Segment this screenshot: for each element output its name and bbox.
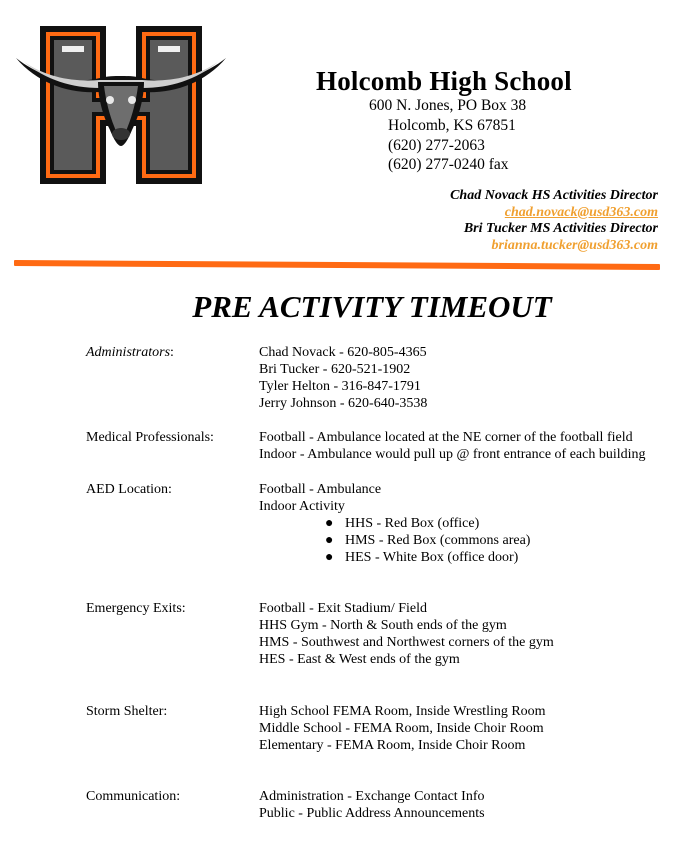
section-label: Storm Shelter: bbox=[86, 704, 168, 719]
list-item: Public - Public Address Announcements bbox=[259, 806, 485, 821]
section-label: AED Location: bbox=[86, 482, 172, 497]
school-logo bbox=[14, 22, 228, 188]
contacts-block bbox=[450, 188, 658, 254]
list-item: Tyler Helton - 316-847-1791 bbox=[259, 379, 421, 394]
contact-email-link[interactable]: brianna.tucker@usd363.com bbox=[491, 237, 658, 253]
address-block bbox=[388, 116, 516, 175]
bullet-icon: ● bbox=[325, 550, 334, 565]
bullet-list bbox=[259, 515, 530, 566]
address-line: 600 N. Jones, PO Box 38 bbox=[369, 97, 527, 114]
bullet-icon: ● bbox=[325, 516, 334, 531]
list-item: Football - Exit Stadium/ Field bbox=[259, 601, 427, 616]
fax-line: (620) 277-0240 fax bbox=[388, 156, 509, 173]
contact-role: Bri Tucker MS Activities Director bbox=[463, 221, 658, 236]
section-values bbox=[259, 481, 530, 566]
contact-email-link[interactable]: chad.novack@usd363.com bbox=[504, 204, 658, 220]
phone-line: (620) 277-2063 bbox=[388, 136, 485, 154]
bullet-item: ● HMS - Red Box (commons area) bbox=[325, 533, 531, 548]
address-line: Holcomb, KS 67851 bbox=[388, 117, 516, 134]
section-label: Communication: bbox=[86, 789, 181, 804]
list-item: Football - Ambulance bbox=[259, 482, 382, 497]
section-label: Medical Professionals: bbox=[86, 430, 214, 445]
section-values bbox=[259, 703, 546, 754]
list-item: High School FEMA Room, Inside Wrestling Room bbox=[259, 704, 546, 719]
list-item: Jerry Johnson - 620-640-3538 bbox=[259, 396, 428, 411]
section-values bbox=[259, 788, 485, 822]
bullet-icon: ● bbox=[325, 533, 334, 548]
list-item: Bri Tucker - 620-521-1902 bbox=[259, 362, 411, 377]
list-item: Administration - Exchange Contact Info bbox=[259, 789, 485, 804]
list-item: HHS Gym - North & South ends of the gym bbox=[259, 618, 507, 633]
list-item: Football - Ambulance located at the NE corner of the football field bbox=[259, 430, 633, 445]
list-item: Indoor Activity bbox=[259, 499, 345, 514]
bullet-item: ● HHS - Red Box (office) bbox=[325, 516, 480, 531]
section-values bbox=[259, 600, 554, 668]
list-item: Middle School - FEMA Room, Inside Choir Room bbox=[259, 721, 544, 736]
section-values bbox=[259, 344, 427, 412]
list-item: Indoor - Ambulance would pull up @ front entrance of each building bbox=[259, 447, 646, 462]
section-label: Administrators: bbox=[86, 345, 174, 360]
contact-role: Chad Novack HS Activities Director bbox=[450, 188, 658, 203]
list-item: HMS - Southwest and Northwest corners of the gym bbox=[259, 635, 554, 650]
bullet-item: ● HES - White Box (office door) bbox=[325, 550, 519, 565]
list-item: Chad Novack - 620-805-4365 bbox=[259, 345, 427, 360]
section-values bbox=[259, 429, 646, 463]
page-title: PRE ACTIVITY TIMEOUT bbox=[192, 289, 552, 324]
header-divider bbox=[14, 260, 660, 270]
list-item: Elementary - FEMA Room, Inside Choir Room bbox=[259, 738, 526, 753]
section-label: Emergency Exits: bbox=[86, 601, 186, 616]
school-name: Holcomb High School bbox=[316, 66, 572, 96]
list-item: HES - East & West ends of the gym bbox=[259, 652, 460, 667]
